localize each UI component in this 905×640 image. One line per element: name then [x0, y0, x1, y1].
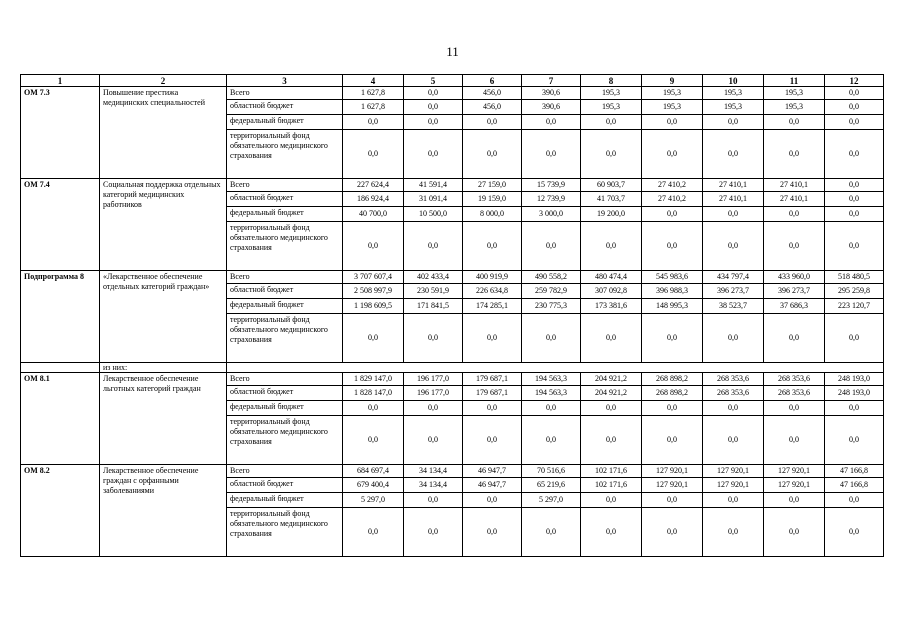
amount-cell: 47 166,8 [825, 478, 884, 493]
amount-cell: 268 353,6 [764, 386, 825, 401]
amount-cell: 0,0 [463, 314, 522, 363]
amount-cell: 0,0 [825, 314, 884, 363]
funding-source: областной бюджет [227, 100, 343, 115]
table-row [21, 373, 884, 386]
measure-code: ОМ 7.3 [21, 87, 100, 179]
amount-cell: 0,0 [825, 192, 884, 207]
amount-cell: 0,0 [764, 314, 825, 363]
amount-cell: 0,0 [703, 130, 764, 179]
measure-code: ОМ 8.1 [21, 373, 100, 465]
amount-cell: 0,0 [404, 130, 463, 179]
separator-empty-cell [227, 363, 884, 373]
amount-cell: 0,0 [522, 401, 581, 416]
amount-cell: 396 988,3 [642, 284, 703, 299]
separator-empty-cell [21, 363, 100, 373]
amount-cell: 480 474,4 [581, 271, 642, 284]
column-header: 6 [463, 75, 522, 87]
amount-cell: 15 739,9 [522, 179, 581, 192]
amount-cell: 227 624,4 [343, 179, 404, 192]
amount-cell: 0,0 [764, 130, 825, 179]
amount-cell: 195,3 [642, 100, 703, 115]
amount-cell: 490 558,2 [522, 271, 581, 284]
table-row [21, 465, 884, 478]
amount-cell: 195,3 [581, 87, 642, 100]
amount-cell: 268 898,2 [642, 386, 703, 401]
column-header: 11 [764, 75, 825, 87]
amount-cell: 402 433,4 [404, 271, 463, 284]
amount-cell: 27 410,1 [703, 192, 764, 207]
amount-cell: 268 353,6 [764, 373, 825, 386]
measure-code: ОМ 7.4 [21, 179, 100, 271]
amount-cell: 195,3 [764, 87, 825, 100]
amount-cell: 0,0 [825, 401, 884, 416]
funding-source: федеральный бюджет [227, 207, 343, 222]
amount-cell: 196 177,0 [404, 373, 463, 386]
column-header: 2 [100, 75, 227, 87]
amount-cell: 0,0 [463, 222, 522, 271]
separator-label: из них: [100, 363, 227, 373]
amount-cell: 0,0 [825, 493, 884, 508]
table-row [21, 179, 884, 192]
amount-cell: 0,0 [343, 115, 404, 130]
amount-cell: 171 841,5 [404, 299, 463, 314]
amount-cell: 127 920,1 [642, 465, 703, 478]
amount-cell: 0,0 [522, 314, 581, 363]
amount-cell: 196 177,0 [404, 386, 463, 401]
amount-cell: 5 297,0 [343, 493, 404, 508]
column-header: 8 [581, 75, 642, 87]
amount-cell: 0,0 [463, 130, 522, 179]
amount-cell: 434 797,4 [703, 271, 764, 284]
column-header: 12 [825, 75, 884, 87]
measure-name: Лекарственное обеспечение граждан с орфанными заболеваниями [100, 465, 227, 557]
amount-cell: 0,0 [642, 130, 703, 179]
amount-cell: 248 193,0 [825, 373, 884, 386]
amount-cell: 70 516,6 [522, 465, 581, 478]
amount-cell: 127 920,1 [764, 465, 825, 478]
funding-source: федеральный бюджет [227, 493, 343, 508]
amount-cell: 27 410,1 [703, 179, 764, 192]
amount-cell: 0,0 [825, 87, 884, 100]
amount-cell: 0,0 [703, 508, 764, 557]
amount-cell: 102 171,6 [581, 465, 642, 478]
amount-cell: 127 920,1 [703, 465, 764, 478]
funding-source: Всего [227, 373, 343, 386]
amount-cell: 34 134,4 [404, 465, 463, 478]
amount-cell: 0,0 [581, 115, 642, 130]
amount-cell: 0,0 [463, 508, 522, 557]
amount-cell: 400 919,9 [463, 271, 522, 284]
amount-cell: 27 410,1 [764, 179, 825, 192]
amount-cell: 0,0 [463, 493, 522, 508]
measure-name: Лекарственное обеспечение льготных категорий граждан [100, 373, 227, 465]
funding-source: областной бюджет [227, 386, 343, 401]
amount-cell: 295 259,8 [825, 284, 884, 299]
amount-cell: 60 903,7 [581, 179, 642, 192]
table-row [21, 271, 884, 284]
amount-cell: 0,0 [764, 207, 825, 222]
amount-cell: 0,0 [581, 416, 642, 465]
amount-cell: 0,0 [764, 493, 825, 508]
amount-cell: 0,0 [343, 222, 404, 271]
amount-cell: 0,0 [522, 508, 581, 557]
amount-cell: 0,0 [463, 416, 522, 465]
amount-cell: 0,0 [703, 314, 764, 363]
amount-cell: 390,6 [522, 87, 581, 100]
amount-cell: 0,0 [343, 508, 404, 557]
amount-cell: 173 381,6 [581, 299, 642, 314]
page-number: 11 [446, 44, 459, 59]
amount-cell: 195,3 [703, 87, 764, 100]
amount-cell: 0,0 [703, 416, 764, 465]
amount-cell: 518 480,5 [825, 271, 884, 284]
amount-cell: 0,0 [825, 130, 884, 179]
amount-cell: 0,0 [343, 416, 404, 465]
funding-source: территориальный фонд обязательного медицинского страхования [227, 508, 343, 557]
amount-cell: 0,0 [522, 115, 581, 130]
amount-cell: 195,3 [764, 100, 825, 115]
amount-cell: 433 960,0 [764, 271, 825, 284]
amount-cell: 34 134,4 [404, 478, 463, 493]
amount-cell: 223 120,7 [825, 299, 884, 314]
amount-cell: 230 775,3 [522, 299, 581, 314]
amount-cell: 0,0 [581, 401, 642, 416]
amount-cell: 0,0 [764, 416, 825, 465]
amount-cell: 0,0 [642, 115, 703, 130]
amount-cell: 0,0 [404, 493, 463, 508]
amount-cell: 27 410,2 [642, 179, 703, 192]
amount-cell: 0,0 [642, 493, 703, 508]
funding-source: федеральный бюджет [227, 299, 343, 314]
amount-cell: 0,0 [703, 222, 764, 271]
amount-cell: 47 166,8 [825, 465, 884, 478]
amount-cell: 3 000,0 [522, 207, 581, 222]
amount-cell: 0,0 [642, 508, 703, 557]
amount-cell: 0,0 [642, 314, 703, 363]
funding-source: областной бюджет [227, 192, 343, 207]
amount-cell: 268 898,2 [642, 373, 703, 386]
amount-cell: 0,0 [463, 115, 522, 130]
separator-row [21, 363, 884, 373]
amount-cell: 684 697,4 [343, 465, 404, 478]
amount-cell: 204 921,2 [581, 386, 642, 401]
amount-cell: 19 159,0 [463, 192, 522, 207]
table-header-row [21, 75, 884, 87]
amount-cell: 0,0 [825, 207, 884, 222]
measure-name: Повышение престижа медицинских специальностей [100, 87, 227, 179]
column-header: 1 [21, 75, 100, 87]
amount-cell: 0,0 [703, 115, 764, 130]
amount-cell: 268 353,6 [703, 386, 764, 401]
amount-cell: 0,0 [642, 207, 703, 222]
amount-cell: 127 920,1 [703, 478, 764, 493]
funding-source: территориальный фонд обязательного медицинского страхования [227, 130, 343, 179]
amount-cell: 194 563,3 [522, 373, 581, 386]
amount-cell: 2 508 997,9 [343, 284, 404, 299]
amount-cell: 456,0 [463, 100, 522, 115]
amount-cell: 27 159,0 [463, 179, 522, 192]
amount-cell: 0,0 [581, 222, 642, 271]
amount-cell: 102 171,6 [581, 478, 642, 493]
funding-source: территориальный фонд обязательного медицинского страхования [227, 314, 343, 363]
amount-cell: 195,3 [642, 87, 703, 100]
amount-cell: 456,0 [463, 87, 522, 100]
amount-cell: 1 627,8 [343, 87, 404, 100]
amount-cell: 127 920,1 [642, 478, 703, 493]
measure-code: Подпрограмма 8 [21, 271, 100, 363]
amount-cell: 0,0 [642, 401, 703, 416]
measure-name: Социальная поддержка отдельных категорий медицинских работников [100, 179, 227, 271]
amount-cell: 41 591,4 [404, 179, 463, 192]
funding-source: Всего [227, 465, 343, 478]
amount-cell: 0,0 [642, 416, 703, 465]
amount-cell: 1 828 147,0 [343, 386, 404, 401]
amount-cell: 0,0 [825, 100, 884, 115]
amount-cell: 226 634,8 [463, 284, 522, 299]
amount-cell: 195,3 [581, 100, 642, 115]
amount-cell: 0,0 [343, 130, 404, 179]
amount-cell: 38 523,7 [703, 299, 764, 314]
amount-cell: 396 273,7 [703, 284, 764, 299]
amount-cell: 0,0 [764, 222, 825, 271]
amount-cell: 19 200,0 [581, 207, 642, 222]
amount-cell: 679 400,4 [343, 478, 404, 493]
column-header: 10 [703, 75, 764, 87]
amount-cell: 31 091,4 [404, 192, 463, 207]
amount-cell: 0,0 [764, 401, 825, 416]
amount-cell: 248 193,0 [825, 386, 884, 401]
amount-cell: 3 707 607,4 [343, 271, 404, 284]
funding-source: территориальный фонд обязательного медицинского страхования [227, 416, 343, 465]
amount-cell: 0,0 [703, 207, 764, 222]
amount-cell: 396 273,7 [764, 284, 825, 299]
amount-cell: 5 297,0 [522, 493, 581, 508]
amount-cell: 0,0 [581, 130, 642, 179]
amount-cell: 0,0 [825, 115, 884, 130]
column-header: 4 [343, 75, 404, 87]
amount-cell: 0,0 [825, 179, 884, 192]
funding-source: федеральный бюджет [227, 401, 343, 416]
amount-cell: 46 947,7 [463, 478, 522, 493]
amount-cell: 0,0 [404, 401, 463, 416]
amount-cell: 37 686,3 [764, 299, 825, 314]
column-header: 5 [404, 75, 463, 87]
amount-cell: 27 410,2 [642, 192, 703, 207]
amount-cell: 46 947,7 [463, 465, 522, 478]
amount-cell: 0,0 [581, 314, 642, 363]
amount-cell: 0,0 [581, 493, 642, 508]
funding-source: областной бюджет [227, 284, 343, 299]
amount-cell: 390,6 [522, 100, 581, 115]
amount-cell: 0,0 [404, 508, 463, 557]
funding-source: областной бюджет [227, 478, 343, 493]
amount-cell: 230 591,9 [404, 284, 463, 299]
amount-cell: 0,0 [642, 222, 703, 271]
amount-cell: 259 782,9 [522, 284, 581, 299]
table-row [21, 87, 884, 100]
amount-cell: 0,0 [581, 508, 642, 557]
amount-cell: 186 924,4 [343, 192, 404, 207]
amount-cell: 1 829 147,0 [343, 373, 404, 386]
amount-cell: 545 983,6 [642, 271, 703, 284]
amount-cell: 1 627,8 [343, 100, 404, 115]
amount-cell: 10 500,0 [404, 207, 463, 222]
amount-cell: 0,0 [404, 100, 463, 115]
amount-cell: 65 219,6 [522, 478, 581, 493]
amount-cell: 0,0 [522, 222, 581, 271]
amount-cell: 0,0 [463, 401, 522, 416]
amount-cell: 0,0 [825, 416, 884, 465]
amount-cell: 174 285,1 [463, 299, 522, 314]
amount-cell: 0,0 [764, 508, 825, 557]
funding-source: Всего [227, 271, 343, 284]
amount-cell: 0,0 [703, 493, 764, 508]
amount-cell: 0,0 [764, 115, 825, 130]
amount-cell: 268 353,6 [703, 373, 764, 386]
amount-cell: 0,0 [404, 87, 463, 100]
amount-cell: 8 000,0 [463, 207, 522, 222]
amount-cell: 0,0 [343, 314, 404, 363]
funding-source: Всего [227, 179, 343, 192]
amount-cell: 0,0 [404, 416, 463, 465]
column-header: 9 [642, 75, 703, 87]
amount-cell: 194 563,3 [522, 386, 581, 401]
amount-cell: 40 700,0 [343, 207, 404, 222]
amount-cell: 27 410,1 [764, 192, 825, 207]
amount-cell: 12 739,9 [522, 192, 581, 207]
amount-cell: 0,0 [825, 222, 884, 271]
funding-source: Всего [227, 87, 343, 100]
amount-cell: 179 687,1 [463, 373, 522, 386]
amount-cell: 127 920,1 [764, 478, 825, 493]
amount-cell: 0,0 [343, 401, 404, 416]
amount-cell: 0,0 [825, 508, 884, 557]
amount-cell: 204 921,2 [581, 373, 642, 386]
funding-source: федеральный бюджет [227, 115, 343, 130]
amount-cell: 0,0 [522, 416, 581, 465]
amount-cell: 148 995,3 [642, 299, 703, 314]
amount-cell: 0,0 [404, 222, 463, 271]
measure-code: ОМ 8.2 [21, 465, 100, 557]
amount-cell: 307 092,8 [581, 284, 642, 299]
amount-cell: 1 198 609,5 [343, 299, 404, 314]
amount-cell: 0,0 [404, 115, 463, 130]
amount-cell: 0,0 [522, 130, 581, 179]
amount-cell: 41 703,7 [581, 192, 642, 207]
column-header: 3 [227, 75, 343, 87]
amount-cell: 179 687,1 [463, 386, 522, 401]
funding-source: территориальный фонд обязательного медицинского страхования [227, 222, 343, 271]
amount-cell: 195,3 [703, 100, 764, 115]
amount-cell: 0,0 [404, 314, 463, 363]
column-header: 7 [522, 75, 581, 87]
budget-table [20, 74, 884, 557]
measure-name: «Лекарственное обеспечение отдельных категорий граждан» [100, 271, 227, 363]
amount-cell: 0,0 [703, 401, 764, 416]
